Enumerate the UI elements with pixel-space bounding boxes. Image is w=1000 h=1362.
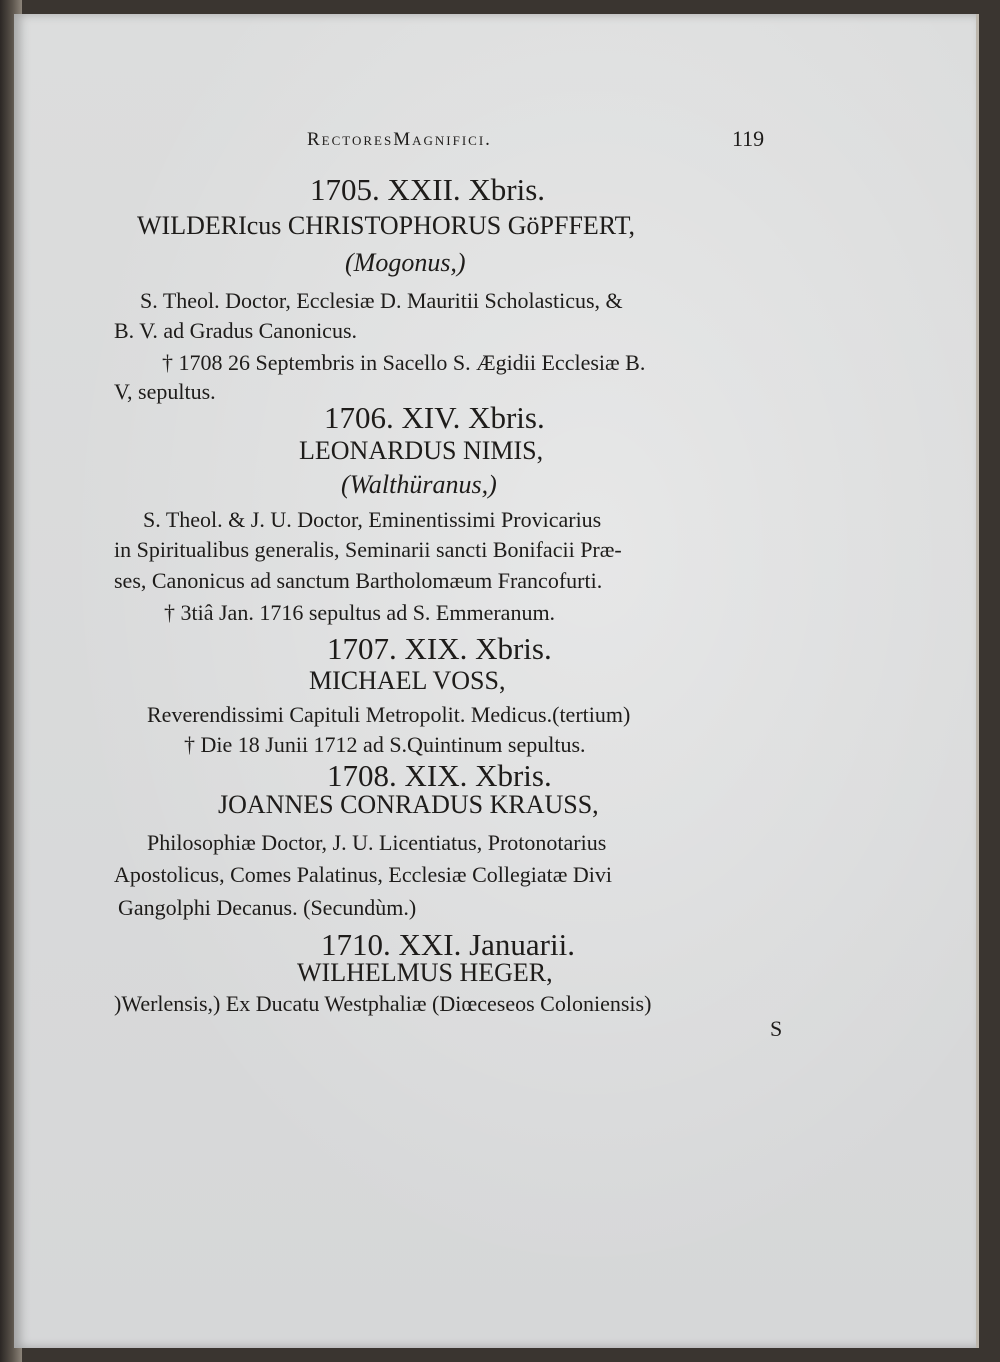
- text-line: B. V. ad Gradus Canonicus.: [114, 318, 358, 343]
- entry-year-line: 1707. XIX. Xbris.: [327, 631, 552, 666]
- text-line: † Die 18 Junii 1712 ad S.Quintinum sepultus.: [184, 732, 586, 757]
- rector-name: WILDERIcus CHRISTOPHORUS GöPFFERT,: [137, 211, 636, 240]
- entry-year-line: 1708. XIX. Xbris.: [327, 758, 552, 793]
- text-line: Reverendissimi Capituli Metropolit. Medicus.(tertium): [147, 702, 631, 727]
- rector-name: MICHAEL VOSS,: [309, 666, 506, 695]
- text-line: S. Theol. & J. U. Doctor, Eminentissimi Provicarius: [143, 507, 602, 532]
- rector-name: JOANNES CONRADUS KRAUSS,: [218, 790, 599, 819]
- running-title: RectoresMagnifici.: [307, 129, 492, 150]
- entry-year-line: 1706. XIV. Xbris.: [324, 400, 545, 435]
- entry-year-line: 1710. XXI. Januarii.: [321, 927, 575, 962]
- origin-line: (Walthüranus,): [341, 470, 497, 499]
- catchword: S: [770, 1016, 783, 1041]
- book-page: [14, 14, 979, 1348]
- page-number: 119: [732, 126, 765, 151]
- text-line: in Spiritualibus generalis, Seminarii sancti Bonifacii Præ-: [114, 537, 622, 562]
- text-line: † 1708 26 Septembris in Sacello S. Ægidii Ecclesiæ B.: [162, 350, 646, 375]
- text-line: S. Theol. Doctor, Ecclesiæ D. Mauritii Scholasticus, &: [140, 288, 623, 313]
- text-line: Gangolphi Decanus. (Secundùm.): [118, 895, 417, 920]
- entry-year-line: 1705. XXII. Xbris.: [310, 172, 546, 207]
- text-line: † 3tiâ Jan. 1716 sepultus ad S. Emmeranum.: [164, 600, 556, 625]
- text-line: )Werlensis,) Ex Ducatu Westphaliæ (Diœceseos Coloniensis): [114, 991, 652, 1016]
- origin-line: (Mogonus,): [345, 248, 466, 277]
- text-line: V, sepultus.: [114, 379, 216, 404]
- text-line: ses, Canonicus ad sanctum Bartholomæum Francofurti.: [114, 568, 603, 593]
- rector-name: WILHELMUS HEGER,: [297, 958, 553, 987]
- rector-name: LEONARDUS NIMIS,: [299, 436, 544, 465]
- text-line: Apostolicus, Comes Palatinus, Ecclesiæ Collegiatæ Divi: [114, 862, 613, 887]
- text-line: Philosophiæ Doctor, J. U. Licentiatus, Protonotarius: [147, 830, 607, 855]
